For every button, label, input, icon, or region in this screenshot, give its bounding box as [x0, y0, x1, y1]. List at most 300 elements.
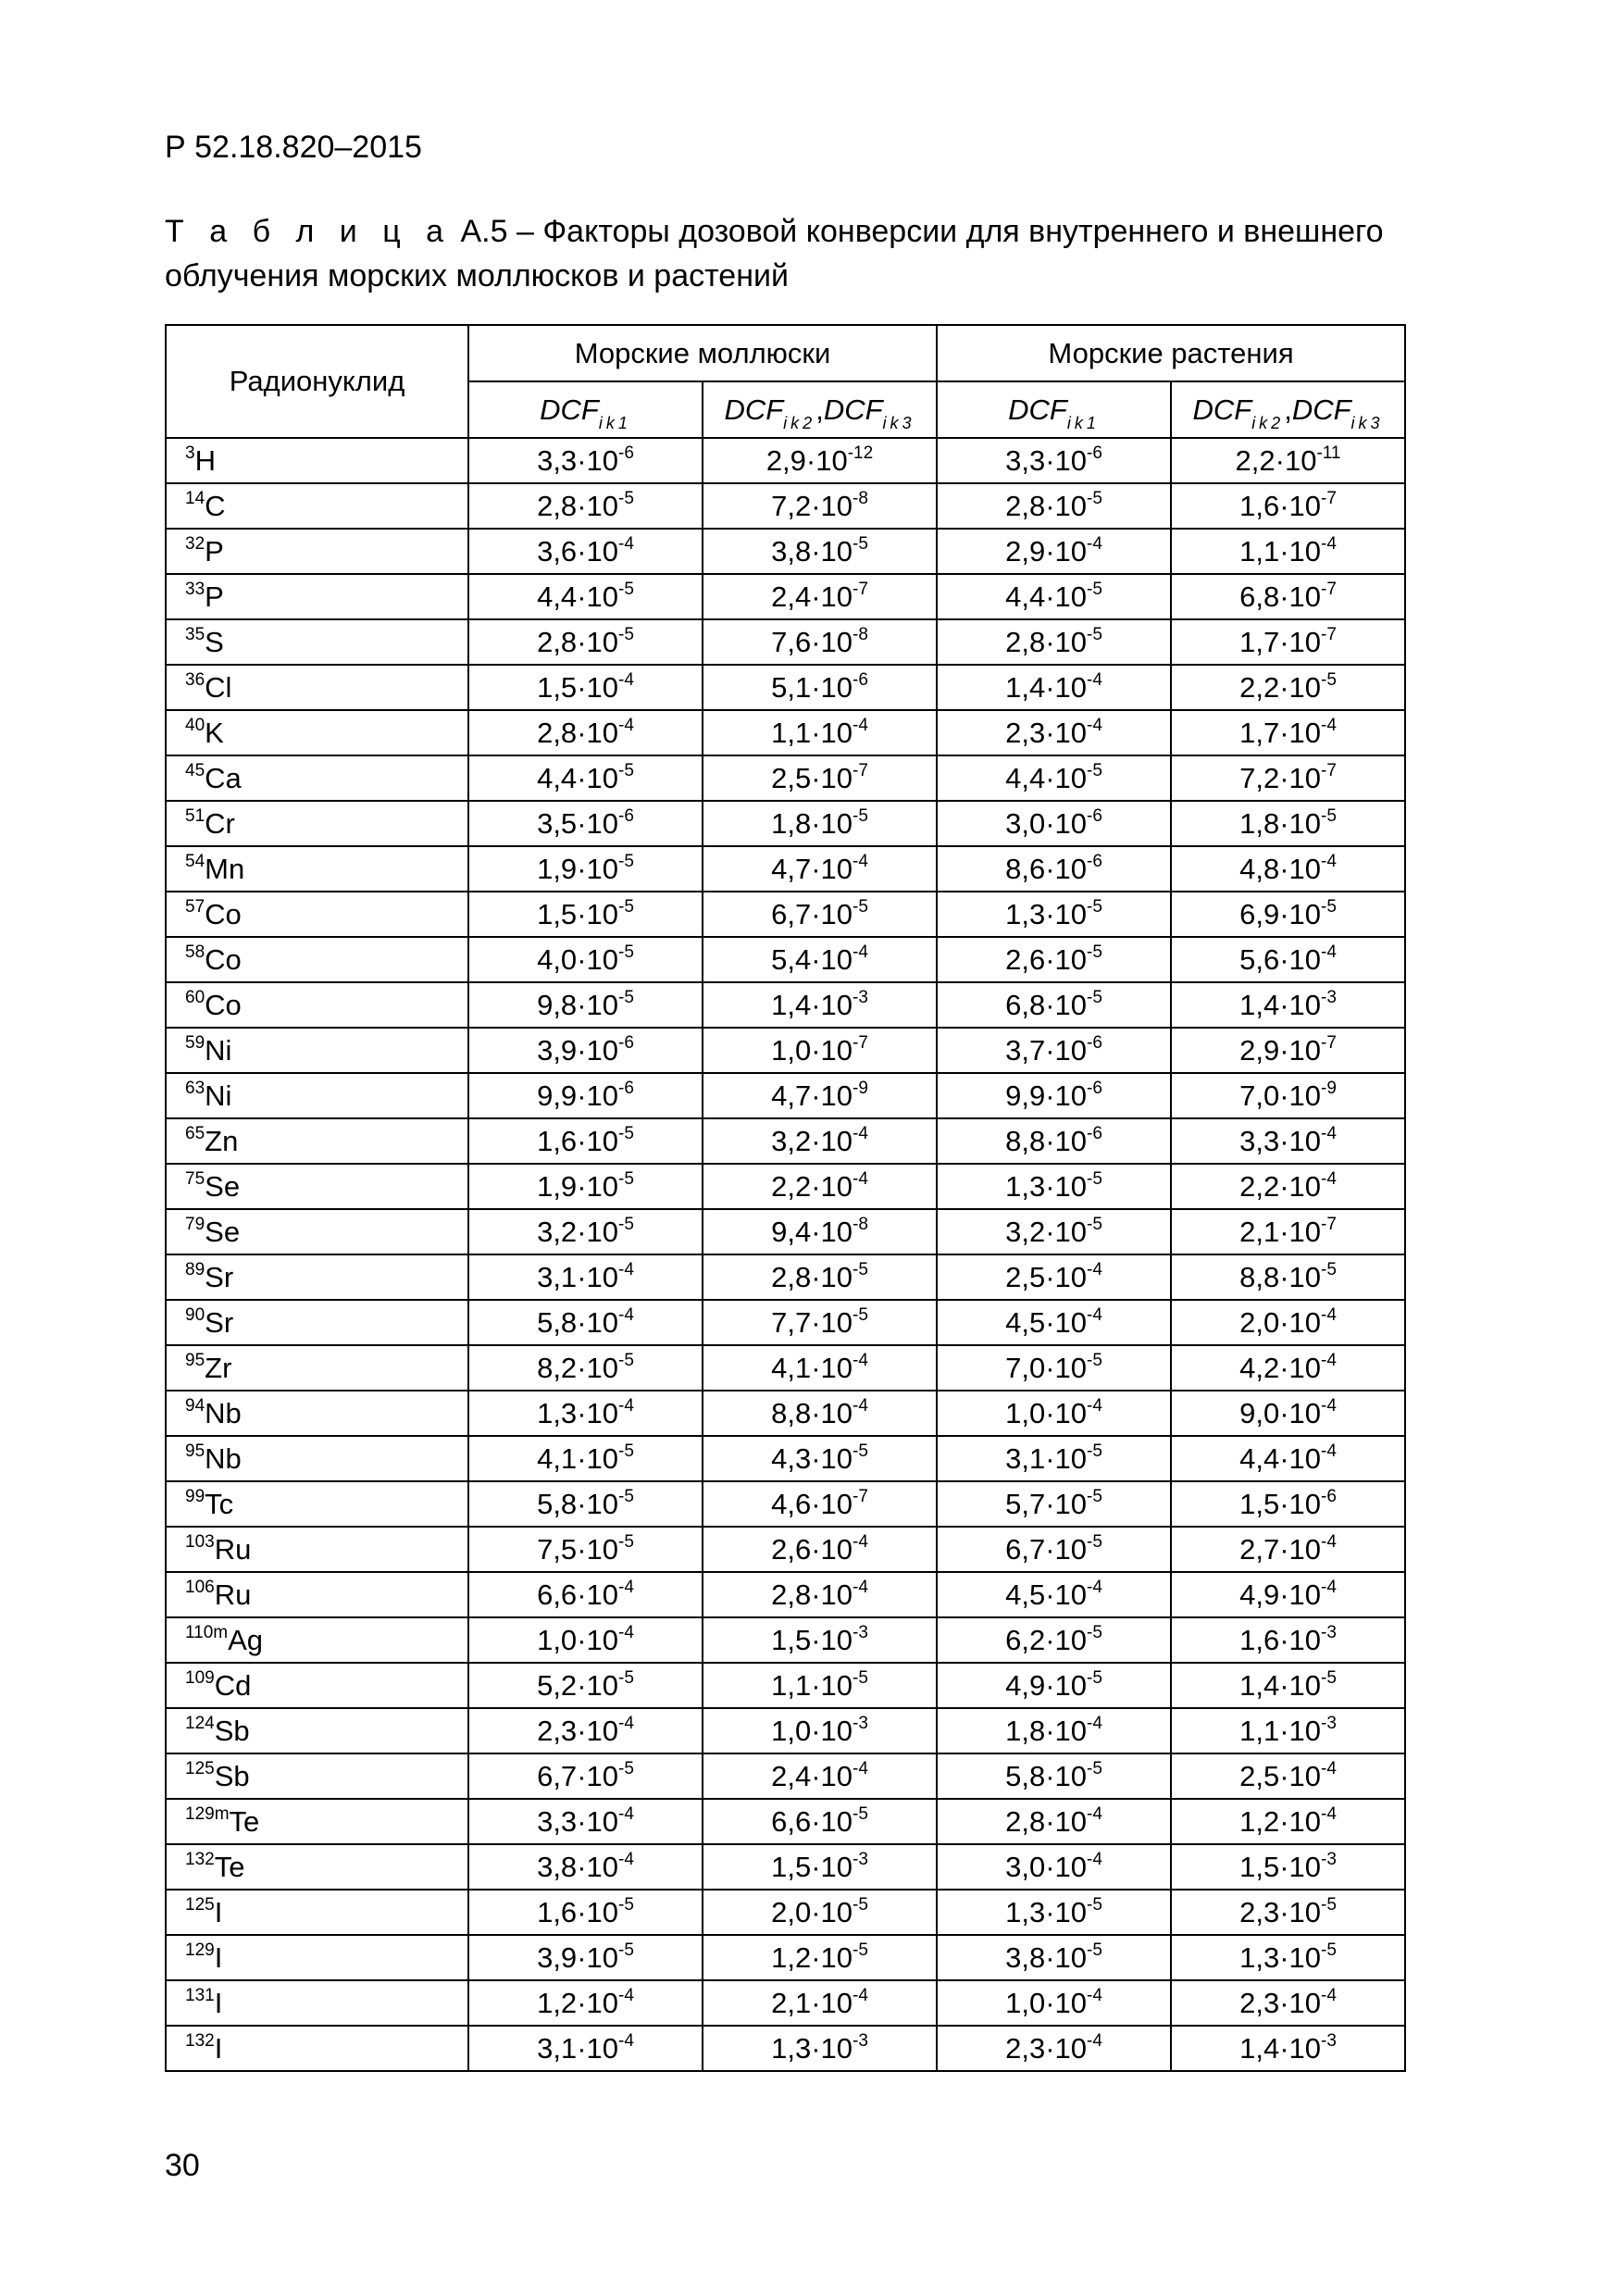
table-row: [166, 1980, 1405, 2026]
mass-number: 57: [185, 896, 205, 917]
value-cell-plants-dcf1: $1,3\cdot 10^{-5}$: [937, 1890, 1171, 1935]
value-cell-mollusks-dcf1: $4,0\cdot 10^{-5}$: [468, 937, 703, 982]
value-cell-plants-dcf23: $2,5\cdot 10^{-4}$: [1171, 1753, 1405, 1799]
exponent: -4: [618, 2030, 634, 2051]
exponent: -7: [853, 1486, 868, 1506]
value-cell-plants-dcf1: $6,8\cdot 10^{-5}$: [937, 982, 1171, 1028]
value-cell-plants-dcf23: $1,4\cdot 10^{-3}$: [1171, 2026, 1405, 2071]
caption-line-1: [165, 209, 1461, 254]
mantissa: 2,4: [771, 580, 812, 613]
header-group-plants: Морские растения: [937, 325, 1405, 381]
exponent: -5: [853, 1259, 868, 1279]
exponent: -5: [1321, 669, 1337, 690]
value-cell-plants-dcf23: $2,7\cdot 10^{-4}$: [1171, 1527, 1405, 1572]
value-cell-mollusks-dcf23: $1,5\cdot 10^{-3}$: [703, 1844, 937, 1890]
value-cell-plants-dcf1: $3,0\cdot 10^{-4}$: [937, 1844, 1171, 1890]
exponent: -7: [1321, 488, 1337, 508]
exponent: -3: [853, 1713, 868, 1733]
value-cell-mollusks-dcf23: $4,7\cdot 10^{-4}$: [703, 846, 937, 892]
mantissa: 1,2: [1239, 1804, 1280, 1838]
element-symbol: Nb: [205, 1396, 242, 1429]
mantissa: 2,3: [1239, 1986, 1280, 2019]
mantissa: 4,1: [537, 1441, 578, 1475]
exponent: -3: [853, 987, 868, 1007]
mantissa: 1,9: [537, 852, 578, 885]
exponent: -4: [1321, 1304, 1337, 1325]
value-cell-mollusks-dcf1: $5,8\cdot 10^{-5}$: [468, 1481, 703, 1527]
table-row: [166, 1572, 1405, 1617]
exponent: -5: [1087, 1894, 1102, 1915]
exponent: -4: [853, 1350, 868, 1370]
nuclide-cell: [166, 619, 468, 665]
table-row: [166, 1118, 1405, 1164]
value-cell-mollusks-dcf23: $1,4\cdot 10^{-3}$: [703, 982, 937, 1028]
mantissa: 1,3: [537, 1396, 578, 1429]
mantissa: 1,3: [1005, 1895, 1046, 1928]
value-cell-plants-dcf23: $2,1\cdot 10^{-7}$: [1171, 1209, 1405, 1254]
mantissa: 1,3: [1239, 1940, 1280, 1974]
mantissa: 1,6: [537, 1124, 578, 1157]
mantissa: 2,5: [1005, 1260, 1046, 1293]
element-symbol: Mn: [205, 852, 245, 885]
element-symbol: Ag: [228, 1623, 264, 1656]
element-symbol: Co: [205, 897, 242, 930]
mantissa: 6,8: [1239, 580, 1280, 613]
value-cell-mollusks-dcf1: $2,3\cdot 10^{-4}$: [468, 1708, 703, 1753]
exponent: -5: [618, 1894, 634, 1915]
value-cell-mollusks-dcf1: $3,5\cdot 10^{-6}$: [468, 801, 703, 846]
element-symbol: Te: [229, 1804, 260, 1838]
exponent: -5: [853, 896, 868, 917]
mantissa: 2,8: [771, 1260, 812, 1293]
mantissa: 8,8: [1005, 1124, 1046, 1157]
document-code: Р 52.18.820–2015: [165, 130, 422, 165]
table-row: [166, 1254, 1405, 1300]
exponent: -4: [1087, 1985, 1102, 2005]
mantissa: 1,3: [1005, 897, 1046, 930]
value-cell-plants-dcf1: $5,8\cdot 10^{-5}$: [937, 1753, 1171, 1799]
table-row: [166, 2026, 1405, 2071]
exponent: -6: [1087, 1078, 1102, 1098]
exponent: -6: [1087, 1123, 1102, 1143]
exponent: -4: [1321, 715, 1337, 735]
value-cell-mollusks-dcf1: $2,8\cdot 10^{-5}$: [468, 619, 703, 665]
nuclide-cell: [166, 438, 468, 483]
mantissa: 1,1: [1239, 534, 1280, 568]
mantissa: 8,6: [1005, 852, 1046, 885]
nuclide-cell: [166, 529, 468, 574]
mass-number: 36: [185, 669, 205, 690]
exponent: -4: [853, 942, 868, 962]
mantissa: 3,9: [537, 1033, 578, 1067]
nuclide-cell: [166, 937, 468, 982]
mantissa: 2,9: [1239, 1033, 1280, 1067]
nuclide-cell: [166, 1254, 468, 1300]
mantissa: 4,6: [771, 1487, 812, 1520]
value-cell-plants-dcf1: $4,5\cdot 10^{-4}$: [937, 1572, 1171, 1617]
value-cell-mollusks-dcf23: $6,6\cdot 10^{-5}$: [703, 1799, 937, 1844]
exponent: -5: [1087, 488, 1102, 508]
exponent: -4: [618, 715, 634, 735]
mass-number: 89: [185, 1259, 205, 1279]
value-cell-mollusks-dcf23: $2,5\cdot 10^{-7}$: [703, 755, 937, 801]
exponent: -6: [618, 1032, 634, 1053]
element-symbol: S: [205, 625, 224, 658]
nuclide-cell: [166, 755, 468, 801]
exponent: -8: [853, 488, 868, 508]
exponent: -5: [1321, 1894, 1337, 1915]
exponent: -7: [1321, 579, 1337, 599]
exponent: -5: [853, 1667, 868, 1688]
mantissa: 9,0: [1239, 1396, 1280, 1429]
mantissa: 1,0: [537, 1623, 578, 1656]
exponent: -7: [1321, 624, 1337, 644]
exponent: -5: [1087, 579, 1102, 599]
exponent: -4: [1087, 1304, 1102, 1325]
exponent: -5: [1087, 1531, 1102, 1552]
element-symbol: Ca: [205, 761, 242, 794]
value-cell-plants-dcf1: $3,1\cdot 10^{-5}$: [937, 1436, 1171, 1481]
value-cell-mollusks-dcf1: $9,8\cdot 10^{-5}$: [468, 982, 703, 1028]
exponent: -4: [618, 1985, 634, 2005]
element-symbol: I: [214, 1895, 223, 1928]
value-cell-mollusks-dcf1: $1,5\cdot 10^{-4}$: [468, 665, 703, 710]
nuclide-cell: [166, 710, 468, 755]
value-cell-mollusks-dcf1: $4,1\cdot 10^{-5}$: [468, 1436, 703, 1481]
value-cell-plants-dcf1: $2,3\cdot 10^{-4}$: [937, 710, 1171, 755]
exponent: -4: [1321, 1168, 1337, 1189]
nuclide-cell: [166, 1935, 468, 1980]
value-cell-plants-dcf23: $2,3\cdot 10^{-4}$: [1171, 1980, 1405, 2026]
exponent: -6: [1087, 805, 1102, 826]
table-row: [166, 438, 1405, 483]
mantissa: 2,2: [1239, 1169, 1280, 1203]
element-symbol: Cr: [205, 806, 235, 840]
exponent: -4: [618, 1259, 634, 1279]
value-cell-plants-dcf23: $4,9\cdot 10^{-4}$: [1171, 1572, 1405, 1617]
mantissa: 1,5: [771, 1623, 812, 1656]
mantissa: 1,8: [1239, 806, 1280, 840]
value-cell-mollusks-dcf1: $1,0\cdot 10^{-4}$: [468, 1617, 703, 1663]
value-cell-plants-dcf23: $4,2\cdot 10^{-4}$: [1171, 1345, 1405, 1391]
exponent: -6: [1321, 1486, 1337, 1506]
value-cell-plants-dcf23: $3,3\cdot 10^{-4}$: [1171, 1118, 1405, 1164]
mantissa: 8,8: [771, 1396, 812, 1429]
element-symbol: Sr: [205, 1260, 234, 1293]
mantissa: 4,0: [537, 942, 578, 976]
value-cell-mollusks-dcf1: $3,8\cdot 10^{-4}$: [468, 1844, 703, 1890]
exponent: -5: [1087, 1168, 1102, 1189]
value-cell-mollusks-dcf1: $6,7\cdot 10^{-5}$: [468, 1753, 703, 1799]
mantissa: 9,8: [537, 988, 578, 1021]
exponent: -3: [1321, 1849, 1337, 1869]
table-row: [166, 937, 1405, 982]
table-row: [166, 1300, 1405, 1345]
exponent: -4: [618, 1713, 634, 1733]
mantissa: 5,6: [1239, 942, 1280, 976]
exponent: -7: [1321, 1214, 1337, 1234]
mass-number: 125: [185, 1894, 215, 1915]
exponent: -5: [1087, 1350, 1102, 1370]
mantissa: 1,5: [1239, 1850, 1280, 1883]
table-row: [166, 1708, 1405, 1753]
value-cell-mollusks-dcf1: $9,9\cdot 10^{-6}$: [468, 1073, 703, 1118]
mass-number: 63: [185, 1078, 205, 1098]
mantissa: 4,5: [1005, 1578, 1046, 1611]
mass-number: 54: [185, 851, 205, 871]
value-cell-plants-dcf23: $9,0\cdot 10^{-4}$: [1171, 1391, 1405, 1436]
mantissa: 1,8: [1005, 1714, 1046, 1747]
element-symbol: Cl: [205, 670, 232, 704]
exponent: -3: [853, 2030, 868, 2051]
mantissa: 4,9: [1005, 1668, 1046, 1702]
mantissa: 3,9: [537, 1940, 578, 1974]
value-cell-mollusks-dcf1: $1,6\cdot 10^{-5}$: [468, 1118, 703, 1164]
exponent: -5: [853, 805, 868, 826]
mass-number: 3: [185, 443, 195, 463]
mantissa: 2,8: [1005, 625, 1046, 658]
mantissa: 1,0: [771, 1033, 812, 1067]
exponent: -8: [853, 624, 868, 644]
nuclide-cell: [166, 1345, 468, 1391]
nuclide-cell: [166, 1164, 468, 1209]
element-symbol: Te: [214, 1850, 245, 1883]
value-cell-mollusks-dcf23: $2,8\cdot 10^{-5}$: [703, 1254, 937, 1300]
caption-line-2: облучения морских моллюсков и растений: [165, 258, 789, 293]
element-symbol: Co: [205, 942, 242, 976]
value-cell-plants-dcf1: $4,5\cdot 10^{-4}$: [937, 1300, 1171, 1345]
nuclide-cell: [166, 1209, 468, 1254]
mass-number: 131: [185, 1985, 215, 2005]
value-cell-plants-dcf1: $4,9\cdot 10^{-5}$: [937, 1663, 1171, 1708]
exponent: -5: [618, 1123, 634, 1143]
value-cell-plants-dcf23: $1,1\cdot 10^{-3}$: [1171, 1708, 1405, 1753]
mantissa: 5,1: [771, 670, 812, 704]
exponent: -5: [618, 1486, 634, 1506]
mass-number: 32: [185, 533, 205, 554]
table-row: [166, 846, 1405, 892]
exponent: -5: [1087, 1622, 1102, 1642]
header-group-mollusks: Морские моллюски: [468, 325, 937, 381]
value-cell-mollusks-dcf23: $8,8\cdot 10^{-4}$: [703, 1391, 937, 1436]
value-cell-mollusks-dcf23: $5,1\cdot 10^{-6}$: [703, 665, 937, 710]
exponent: -4: [1321, 1985, 1337, 2005]
exponent: -7: [853, 760, 868, 780]
exponent: -5: [1087, 1214, 1102, 1234]
mantissa: 3,2: [537, 1215, 578, 1248]
mantissa: 1,2: [537, 1986, 578, 2019]
exponent: -4: [1321, 851, 1337, 871]
table-row: [166, 1890, 1405, 1935]
value-cell-mollusks-dcf1: $3,2\cdot 10^{-5}$: [468, 1209, 703, 1254]
mantissa: 5,4: [771, 942, 812, 976]
exponent: -4: [618, 1849, 634, 1869]
exponent: -4: [1321, 1441, 1337, 1461]
mantissa: 1,5: [537, 670, 578, 704]
exponent: -4: [618, 669, 634, 690]
exponent: -5: [618, 488, 634, 508]
mass-number: 33: [185, 579, 205, 599]
value-cell-plants-dcf1: $1,3\cdot 10^{-5}$: [937, 1164, 1171, 1209]
nuclide-cell: [166, 892, 468, 937]
exponent: -5: [618, 1758, 634, 1778]
value-cell-mollusks-dcf23: $4,7\cdot 10^{-9}$: [703, 1073, 937, 1118]
mantissa: 6,7: [1005, 1532, 1046, 1566]
mantissa: 3,8: [1005, 1940, 1046, 1974]
mass-number: 51: [185, 805, 205, 826]
mantissa: 3,2: [1005, 1215, 1046, 1248]
exponent: -4: [853, 1168, 868, 1189]
table-caption: [165, 209, 1461, 298]
nuclide-cell: [166, 2026, 468, 2071]
table-row: [166, 1799, 1405, 1844]
mantissa: 1,3: [771, 2031, 812, 2065]
value-cell-plants-dcf1: $2,3\cdot 10^{-4}$: [937, 2026, 1171, 2071]
value-cell-mollusks-dcf23: $1,5\cdot 10^{-3}$: [703, 1617, 937, 1663]
mantissa: 7,7: [771, 1305, 812, 1339]
mass-number: 79: [185, 1214, 205, 1234]
exponent: -4: [1087, 1803, 1102, 1824]
value-cell-plants-dcf23: $2,2\cdot 10^{-4}$: [1171, 1164, 1405, 1209]
nuclide-cell: [166, 1073, 468, 1118]
exponent: -5: [1087, 760, 1102, 780]
mantissa: 1,1: [1239, 1714, 1280, 1747]
exponent: -5: [1087, 987, 1102, 1007]
table-row: [166, 801, 1405, 846]
mass-number: 110m: [185, 1622, 229, 1642]
value-cell-mollusks-dcf23: $4,1\cdot 10^{-4}$: [703, 1345, 937, 1391]
mantissa: 4,4: [537, 580, 578, 613]
value-cell-plants-dcf23: $2,0\cdot 10^{-4}$: [1171, 1300, 1405, 1345]
nuclide-cell: [166, 1663, 468, 1708]
mantissa: 5,8: [537, 1305, 578, 1339]
value-cell-mollusks-dcf1: $4,4\cdot 10^{-5}$: [468, 755, 703, 801]
element-symbol: K: [205, 716, 224, 749]
exponent: -5: [618, 1667, 634, 1688]
mantissa: 9,9: [537, 1079, 578, 1112]
mantissa: 6,8: [1005, 988, 1046, 1021]
mantissa: 4,3: [771, 1441, 812, 1475]
value-cell-plants-dcf23: $2,9\cdot 10^{-7}$: [1171, 1028, 1405, 1073]
exponent: -4: [618, 1395, 634, 1416]
exponent: -5: [1321, 896, 1337, 917]
value-cell-plants-dcf1: $2,9\cdot 10^{-4}$: [937, 529, 1171, 574]
mantissa: 6,9: [1239, 897, 1280, 930]
mantissa: 2,3: [1005, 2031, 1046, 2065]
mass-number: 90: [185, 1304, 205, 1325]
mantissa: 1,5: [771, 1850, 812, 1883]
table-row: [166, 1209, 1405, 1254]
mantissa: 2,6: [771, 1532, 812, 1566]
mass-number: 95: [185, 1441, 205, 1461]
value-cell-plants-dcf1: $2,6\cdot 10^{-5}$: [937, 937, 1171, 982]
value-cell-mollusks-dcf23: $2,1\cdot 10^{-4}$: [703, 1980, 937, 2026]
nuclide-cell: [166, 982, 468, 1028]
value-cell-plants-dcf1: $4,4\cdot 10^{-5}$: [937, 574, 1171, 619]
exponent: -3: [853, 1622, 868, 1642]
mantissa: 1,4: [1239, 988, 1280, 1021]
nuclide-cell: [166, 1527, 468, 1572]
value-cell-plants-dcf1: $1,3\cdot 10^{-5}$: [937, 892, 1171, 937]
mass-number: 75: [185, 1168, 205, 1189]
exponent: -9: [853, 1078, 868, 1098]
mass-number: 60: [185, 987, 205, 1007]
mass-number: 129: [185, 1940, 215, 1960]
mantissa: 1,0: [771, 1714, 812, 1747]
exponent: -7: [853, 579, 868, 599]
value-cell-plants-dcf1: $1,0\cdot 10^{-4}$: [937, 1980, 1171, 2026]
mantissa: 1,6: [1239, 489, 1280, 522]
value-cell-plants-dcf23: $1,8\cdot 10^{-5}$: [1171, 801, 1405, 846]
value-cell-mollusks-dcf1: $1,6\cdot 10^{-5}$: [468, 1890, 703, 1935]
mantissa: 2,3: [1005, 716, 1046, 749]
mantissa: 3,0: [1005, 1850, 1046, 1883]
exponent: -4: [618, 1622, 634, 1642]
value-cell-mollusks-dcf23: $2,6\cdot 10^{-4}$: [703, 1527, 937, 1572]
mantissa: 4,4: [1005, 580, 1046, 613]
exponent: -4: [853, 1985, 868, 2005]
mantissa: 2,2: [1235, 443, 1276, 477]
table-row: [166, 1844, 1405, 1890]
nuclide-cell: [166, 574, 468, 619]
mantissa: 2,8: [537, 716, 578, 749]
caption-label: Т а б л и ц а: [165, 214, 453, 249]
value-cell-plants-dcf23: $6,9\cdot 10^{-5}$: [1171, 892, 1405, 937]
value-cell-mollusks-dcf23: $7,6\cdot 10^{-8}$: [703, 619, 937, 665]
table-row: [166, 1028, 1405, 1073]
exponent: -3: [1321, 1622, 1337, 1642]
nuclide-cell: [166, 846, 468, 892]
value-cell-plants-dcf23: $1,6\cdot 10^{-7}$: [1171, 483, 1405, 529]
element-symbol: Nb: [205, 1441, 242, 1475]
mantissa: 2,8: [537, 489, 578, 522]
mantissa: 2,8: [537, 625, 578, 658]
value-cell-plants-dcf23: $2,2\cdot 10^{-5}$: [1171, 665, 1405, 710]
value-cell-mollusks-dcf23: $2,2\cdot 10^{-4}$: [703, 1164, 937, 1209]
mantissa: 1,6: [537, 1895, 578, 1928]
exponent: -6: [853, 669, 868, 690]
value-cell-plants-dcf23: $2,3\cdot 10^{-5}$: [1171, 1890, 1405, 1935]
value-cell-mollusks-dcf1: $8,2\cdot 10^{-5}$: [468, 1345, 703, 1391]
value-cell-plants-dcf23: $4,4\cdot 10^{-4}$: [1171, 1436, 1405, 1481]
exponent: -5: [1087, 1940, 1102, 1960]
mantissa: 6,7: [537, 1759, 578, 1792]
mantissa: 2,9: [765, 443, 806, 477]
element-symbol: P: [205, 580, 224, 613]
exponent: -4: [1321, 1803, 1337, 1824]
exponent: -5: [618, 942, 634, 962]
value-cell-plants-dcf23: $1,5\cdot 10^{-6}$: [1171, 1481, 1405, 1527]
table-row: [166, 1663, 1405, 1708]
value-cell-plants-dcf23: $6,8\cdot 10^{-7}$: [1171, 574, 1405, 619]
exponent: -6: [1087, 1032, 1102, 1053]
nuclide-cell: [166, 1753, 468, 1799]
mantissa: 1,7: [1239, 625, 1280, 658]
table-row: [166, 619, 1405, 665]
value-cell-plants-dcf1: $8,8\cdot 10^{-6}$: [937, 1118, 1171, 1164]
exponent: -5: [1321, 1667, 1337, 1688]
exponent: -4: [1321, 1531, 1337, 1552]
mantissa: 2,8: [771, 1578, 812, 1611]
mass-number: 45: [185, 760, 205, 780]
value-cell-plants-dcf1: $2,8\cdot 10^{-4}$: [937, 1799, 1171, 1844]
value-cell-mollusks-dcf23: $1,0\cdot 10^{-3}$: [703, 1708, 937, 1753]
mass-number: 95: [185, 1350, 205, 1370]
mantissa: 1,4: [1005, 670, 1046, 704]
mantissa: 1,4: [1239, 2031, 1280, 2065]
element-symbol: Se: [205, 1215, 241, 1248]
table-row: [166, 1617, 1405, 1663]
